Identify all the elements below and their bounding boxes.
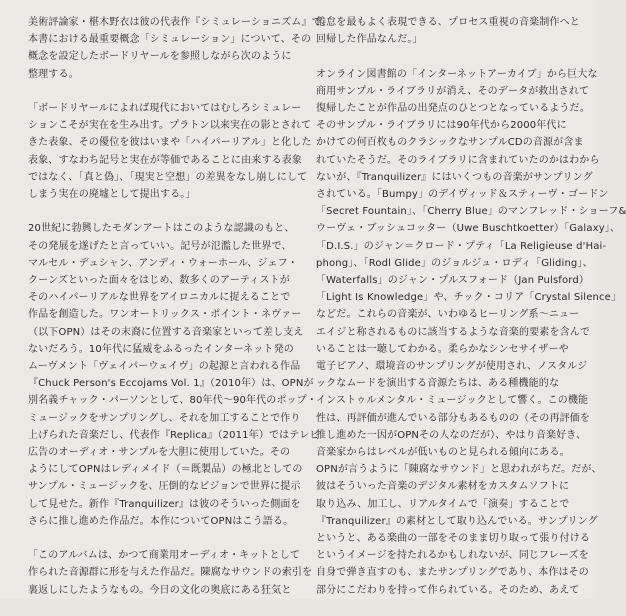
text-line: れていたそうだ。そのライブラリに含まれていたのかはわから [316, 154, 600, 166]
text-line: 電子ピアノ、環境音のサンプリングが使用され、ノスタルジ [316, 361, 588, 373]
text-line: 倦怠を最もよく表現できる、プロセス重視の音楽制作へと [316, 17, 580, 28]
text-line: 広告のオーディオ・サンプルを大胆に使用していた。その [28, 447, 291, 459]
text-line: かけての何百枚ものクラシックなサンプルCDの音源が含ま [316, 137, 584, 149]
text-line: 音楽家からはレベルが低いものと見られる傾向にある。 [316, 447, 570, 459]
text-line: 『Chuck Person's Eccojams Vol. 1』（2010年）は、OPNが [28, 378, 314, 390]
text-line: 自身で弾き直すのも、またサンプリングであり、本作はその [316, 567, 589, 579]
text-line: されている。「Bumpy」のデイヴィッド＆スティーヴ・ゴードン [316, 189, 609, 201]
text-line: 「Waterfalls」のジャン・プルスフォード（Jan Pulsford） [316, 275, 589, 287]
text-line: その発展を遂げたと言っていい。記号が氾濫した世界で、 [28, 240, 292, 252]
text-line: 「Light Is Knowledge」や、チック・コリア「Crystal Silence」 [316, 292, 622, 304]
text-line: サンプル・ミュージックを、圧倒的なビジョンで世界に提示 [28, 481, 301, 493]
text-line: phong」、「Rodl Glide」のジョルジュ・ロディ「Gliding」、 [316, 257, 593, 269]
text-line: さらに推し進めた作品だ。本作についてOPNはこう語る。 [28, 515, 294, 527]
paragraph [28, 547, 313, 599]
text-line: エイジと称されるものに該当するような音楽的要素を含んで [316, 326, 591, 338]
text-line: そのハイパーリアルな世界をアイロニカルに捉えることで [28, 292, 291, 304]
text-line: 取り込み、加工し、リアルタイムで「演奏」することで [316, 498, 570, 510]
text-line: OPNが言うように「陳腐なサウンド」と思われがちだ。だが、 [316, 464, 602, 476]
text-line: 性は、再評価が進んでいる部分もあるものの（その再評価を [316, 412, 591, 424]
text-line: というと、ある楽曲の一部をそのまま切り取って張り付ける [316, 533, 591, 545]
text-line: インストゥルメンタル・ミュージックとして響く。この機能 [316, 395, 589, 407]
text-line: 商用サンプル・ライブラリが消え、そのデータが救出されて [316, 85, 590, 97]
text-line: 「ボードリヤールによれば現代においてはむしろシミュレー [28, 103, 302, 114]
text-line: ではなく、「真と偽」、「現実と空想」の差異をなし崩しにして [28, 171, 308, 183]
text-line: マルセル・デュシャン、アンディ・ウォーホール、ジェフ・ [28, 257, 298, 269]
text-line: 作品を創造した。ワンオートリックス・ポイント・ネヴァー [28, 309, 302, 321]
text-line: 『Tranquilizer』の素材として取り込んでいる。サンプリング [316, 515, 598, 527]
text-line: ムーヴメント「ヴェイパーウェイヴ」の起源と言われる作品 [28, 361, 301, 373]
text-line: そのサンプル・ライブラリには90年代から2000年代に [316, 120, 567, 132]
text-line: などだ。これらの音楽が、いわゆるヒーリング系〜ニュー [316, 309, 580, 321]
text-line: いることは一聴してわかる。柔らかなシンセサイザーや [316, 343, 569, 355]
text-line: して見せた。新作『Tranquilizer』は彼のそういった側面を [28, 498, 301, 510]
text-line: 作られた音源群に形を与えた作品だ。陳腐なサウンドの索引を [28, 567, 313, 579]
paragraph [28, 220, 320, 530]
text-line: 表象、すなわち記号と実在が等価であることに由来する表象 [28, 154, 303, 166]
text-line: 本書における最重要概念「シミュレーション」について、その [28, 34, 312, 46]
left-text-column [28, 14, 332, 616]
text-line: 裏返しにしたようなもの。今日の文化の奥底にある狂気と [28, 584, 292, 596]
text-line: ウーヴェ・ブッシュコッター（Uwe Buschtkoetter）「Galaxy」、 [316, 223, 621, 235]
text-line: 「このアルバムは、かつて商業用オーディオ・キットとして [28, 550, 300, 562]
text-line: ないが、『Tranquilizer』にはいくつもの音楽がサンプリング [316, 171, 593, 183]
text-line: 20世紀に勃興したモダンアートはこのような認識のもと、 [28, 223, 295, 235]
text-line: 推し進めた一因がOPNその人なのだが）、やはり音楽好き、 [316, 429, 587, 441]
text-line: ックなムードを演出する音源たちは、ある種機能的な [316, 378, 560, 390]
paragraph [28, 100, 312, 203]
text-line: 上げられた音楽だし、代表作『Replica』（2011年）ではテレビ [28, 429, 320, 441]
paragraph [28, 14, 332, 83]
text-line: 「Secret Fountain」、「Cherry Blue」のマンフレッド・ショーフ& [316, 206, 626, 218]
text-line: しまう実在の廃墟として提出する。」 [28, 189, 196, 201]
text-line: 概念を設定したボードリヤールを参照しながら次のように [28, 51, 292, 63]
text-line: ションこそが実在を生み出す。プラトン以来実在の影とされて [28, 120, 312, 132]
text-line: 整理する。 [28, 68, 79, 80]
text-line: ないだろう。10年代に猛威をふるったインターネット発の [28, 343, 294, 355]
text-line: 別名義チャック・パーソンとして、80年代〜90年代のポップ・ [28, 395, 318, 407]
text-line: 彼はそういった音楽のデジタル素材をカスタムソフトに [316, 481, 570, 493]
paragraph [316, 66, 626, 599]
text-line: （以下OPN）はその末裔に位置する音楽家といって差し支え [28, 326, 304, 338]
text-line: きた表象、その優位を彼はいまや「ハイパーリアル」と化した [28, 137, 312, 149]
text-line: オンライン図書館の「インターネットアーカイブ」から巨大な [316, 68, 598, 80]
text-line: クーンズといった面々をはじめ、数多くのアーティストが [28, 275, 290, 287]
text-line: ミュージックをサンプリングし、それを加工することで作り [28, 412, 301, 424]
text-line: というイメージを持たれるかもしれないが、同じフレーズを [316, 550, 589, 562]
text-line: 復帰したことが作品の出発点のひとつとなっているようだ。 [316, 103, 590, 114]
text-line: 美術評論家・椹木野衣は彼の代表作『シミュレーショニズム』で、 [28, 17, 332, 28]
paragraph [316, 14, 580, 48]
text-line: ようにしてOPNはレディメイド（＝既製品）の極北としての [28, 464, 303, 476]
right-text-column [316, 14, 626, 616]
text-line: 部分にこだわりを持って作られている。そのため、あえて [316, 584, 580, 596]
text-line: 回帰した作品なんだ。」 [316, 34, 423, 46]
text-line: 「D.I.S.」のジャン＝クロード・プティ「La Religieuse d'Hai- [316, 240, 607, 252]
